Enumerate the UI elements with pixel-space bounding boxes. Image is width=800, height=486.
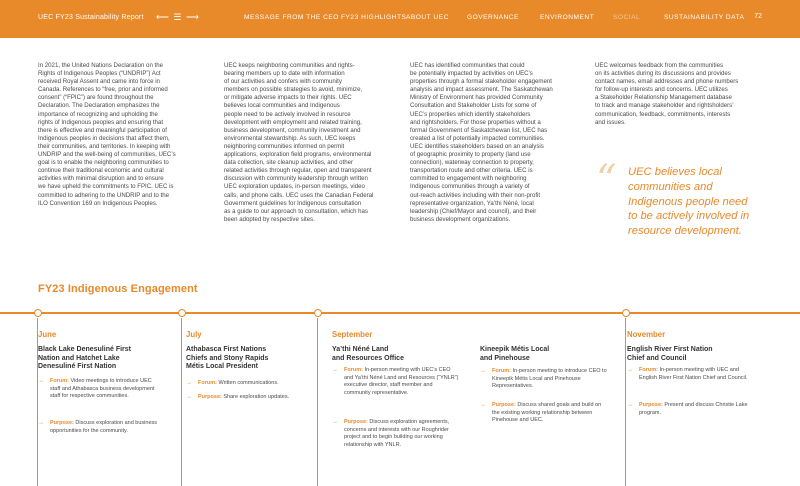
timeline-divider	[37, 318, 38, 486]
engagement-purpose: → Purpose: Discuss exploration and business opportunities for the community.	[38, 420, 158, 434]
month-november: November	[627, 330, 666, 339]
pull-quote: UEC believes local communities and Indigenous people need to be actively involved in resource development.	[628, 166, 750, 238]
timeline-divider	[625, 318, 626, 486]
arrow-right-icon: →	[627, 402, 633, 408]
engagement-forum: → Forum: In-person meeting with UEC and English River First Nation Chief and Council.	[627, 367, 748, 381]
engagement-purpose: → Purpose: Discuss shared goals and build on the existing working relationship between Pinehouse and UEC.	[480, 402, 602, 424]
nav-sustainability-data[interactable]: SUSTAINABILITY DATA	[664, 14, 745, 21]
arrow-right-icon: →	[186, 380, 192, 386]
month-june: June	[38, 330, 57, 339]
arrow-right-icon: →	[186, 394, 192, 400]
engagement-purpose: → Purpose: Present and discuss Christie Lake program.	[627, 402, 748, 416]
arrow-right-icon: →	[38, 420, 44, 426]
engagement-title: Black Lake Denesuliné First Nation and Hatchet Lake Denesuliné First Nation	[38, 346, 131, 371]
body-column-3	[410, 62, 582, 224]
arrow-right-icon: →	[480, 402, 486, 408]
nav-about-uec[interactable]: ABOUT UEC	[406, 14, 449, 21]
quote-mark-icon: “	[596, 157, 617, 203]
stakeholder-identification-paragraph: UEC has identified communities that could be potentially impacted by activities on UEC’s properties through a formal stakeholder engagement analysis and impact assessment. The Saskatchewan Ministry of Environment has provided Community Consultation and Stakeholder Lists for some of UEC’s properties which identify stakeholders and rightsholders. For those properties without a formal Government of Saskatchewan list, UEC has created a list of potentially impacted communities. UEC identifies stakeholders based on an analysis of geographic proximity to property (land use connection), waterway connection to property, transportation route and other criteria. UEC is committed to engagement with neighboring Indigenous communities through a variety of out-reach activities including with their non-profit representative organization, Ya’thi Néné, local leadership (Chief/Mayor and council), and their business development organizations.	[410, 62, 553, 223]
report-title[interactable]: UEC FY23 Sustainability Report	[38, 14, 144, 21]
body-column-4	[595, 62, 770, 127]
nav-social[interactable]: SOCIAL	[613, 14, 641, 21]
engagement-forum: → Forum: Video meetings to introduce UEC staff and Athabasca business development staff for respective communities.	[38, 378, 155, 400]
page-number: 72	[754, 13, 762, 20]
engagement-forum: → Forum: In-person meeting to introduce CEO to Kineepik Métis Local and Pinehouse Representatives.	[480, 368, 607, 390]
month-september: September	[332, 330, 373, 339]
timeline-dot	[622, 309, 630, 317]
month-july: July	[186, 330, 202, 339]
engagement-forum: → Forum: In-person meeting with UEC’s CEO and Ya’thi Néné Land and Resources (“YNLR”) executive director, staff member and community representative.	[332, 367, 459, 396]
timeline-dot	[314, 309, 322, 317]
page-navigation-arrows[interactable]: ⟵ ☰ ⟶	[156, 12, 200, 22]
nav-governance[interactable]: GOVERNANCE	[467, 14, 519, 21]
arrow-right-icon: →	[38, 378, 44, 384]
engagement-title: English River First Nation Chief and Council	[627, 346, 713, 362]
community-updates-paragraph: UEC keeps neighboring communities and rights- bearing members up to date with information of our activities and confers with community members on possible strategies to avoid, minimize, or mitigate adverse impacts to their rights. UEC believes local communities and Indigenous people need to be actively involved in resource development with employment and related training, business development, community investment and environmental stewardship. As such, UEC keeps neighboring communities informed on permit applications, exploration field programs, environmental data collection, site cleanup activities, and other related activities through regular, open and transparent discussion with community leadership through written UEC exploration updates, in-person meetings, video calls, and phone calls. UEC uses the Canadian Federal Government guidelines for Indigenous consultation as a guide to our approach to consultation, which has been adopted by respective sites.	[224, 62, 374, 223]
nav-fy23-highlights[interactable]: FY23 HIGHLIGHTS	[341, 14, 407, 21]
engagement-forum: → Forum: Written communications.	[186, 380, 279, 386]
timeline-divider	[317, 318, 318, 486]
body-column-2	[224, 62, 396, 224]
nav-message-from-ceo[interactable]: MESSAGE FROM THE CEO	[244, 14, 339, 21]
undrip-paragraph: In 2021, the United Nations Declaration on the Rights of Indigenous Peoples (“UNDRIP”) Act received Royal Assent and came into force in Canada. References to “free, prior and informed consent” (“FPIC”) are found throughout the Declaration. The Declaration emphasizes the importance of recognizing and upholding the rights of Indigenous peoples and ensuring that there is effective and meaningful participation of Indigenous peoples in decisions that affect them, their communities, and territories. In keeping with UNDRIP and the well-being of communities, UEC’s goal is to enable the neighboring communities to continue their traditional economic and cultural activities with minimal disruption and to ensure we have upheld the commitments to FPIC. UEC is committed to adhering to the UNDRIP and to the ILO Convention 169 on Indigenous Peoples.	[38, 62, 176, 207]
arrow-right-icon: →	[480, 368, 486, 374]
engagement-title: Ya’thi Néné Land and Resources Office	[332, 346, 404, 362]
timeline-divider	[181, 318, 182, 486]
engagement-purpose: → Purpose: Share exploration updates.	[186, 394, 290, 400]
engagement-title: Kineepik Métis Local and Pinehouse	[480, 346, 550, 362]
arrow-right-icon: →	[332, 367, 338, 373]
arrow-right-icon: →	[332, 419, 338, 425]
timeline-dot	[178, 309, 186, 317]
engagement-section-title: FY23 Indigenous Engagement	[38, 283, 198, 295]
body-column-1	[38, 62, 208, 208]
engagement-title: Athabasca First Nations Chiefs and Stony Rapids Métis Local President	[186, 346, 269, 371]
timeline-dot	[34, 309, 42, 317]
arrow-right-icon: →	[627, 367, 633, 373]
feedback-paragraph: UEC welcomes feedback from the communities on its activities during its discussions and provides contact names, email addresses and phone numbers for follow-up interests and concerns. UEC utilizes a Stakeholder Relationship Management database to track and manage stakeholder and rightsholders’ communication, feedback, commitments, interests and issues.	[595, 62, 739, 126]
top-nav-bar	[0, 0, 800, 38]
nav-environment[interactable]: ENVIRONMENT	[540, 14, 595, 21]
timeline-line	[0, 312, 800, 314]
engagement-purpose: → Purpose: Discuss exploration agreements, concerns and interests with our Roughrider project and to begin building our working relationship with YNLR.	[332, 419, 450, 448]
